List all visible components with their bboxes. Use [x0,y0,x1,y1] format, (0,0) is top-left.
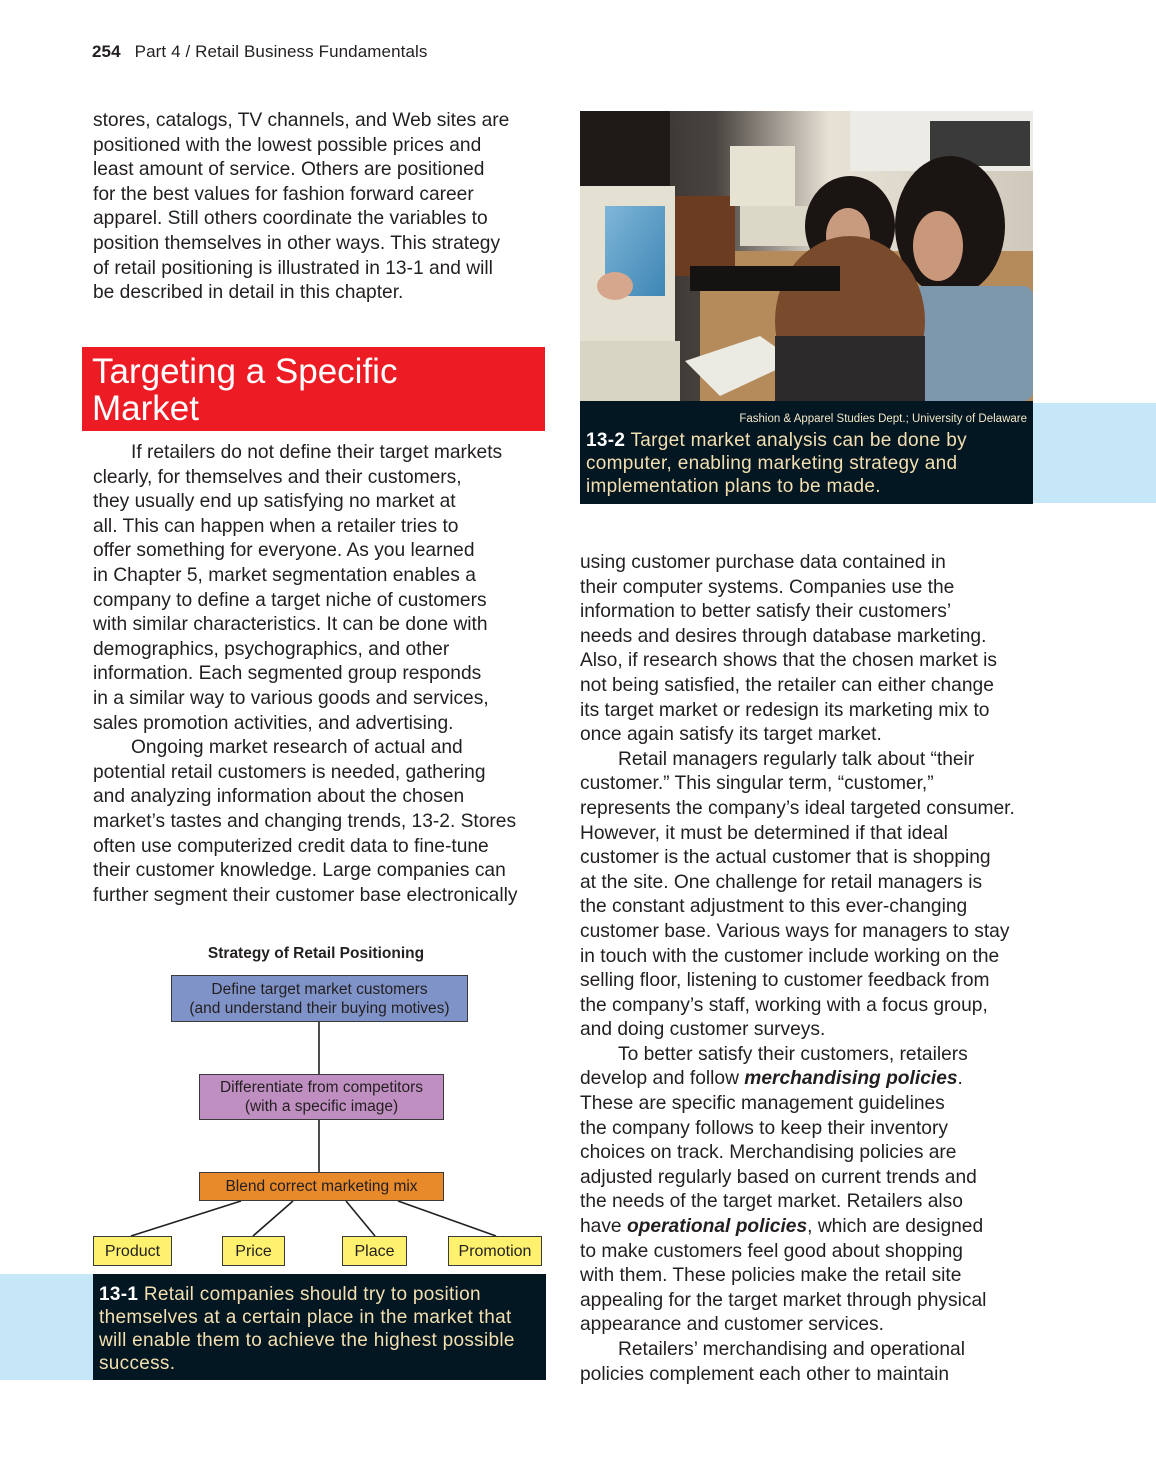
box-text: Define target market customers [211,980,428,998]
text-line: demographics, psychographics, and other [93,638,450,660]
text-line: company to define a target niche of customers [93,589,487,611]
box-text: Product [104,1242,161,1260]
text-line: for the best values for fashion forward career [93,183,474,205]
text-line: apparel. Still others coordinate the variables to [93,208,488,230]
box-text: Promotion [458,1242,532,1260]
running-head [92,42,428,62]
caption-text: Retail companies should try to position themselves at a certain place in the market that will enable them to achieve the highest possible success. [99,1284,515,1374]
text-line: information to better satisfy their customers’ [580,601,952,623]
text-line: appealing for the target market through physical [580,1289,987,1311]
text-span: develop and follow [580,1068,745,1090]
text-line: at the site. One challenge for retail managers is [580,871,983,893]
diagram-box-place [342,1236,407,1266]
text-line: the constant adjustment to this ever-changing [580,896,968,918]
section-heading [82,347,545,431]
box-text: Price [235,1242,272,1260]
text-line: in a similar way to various goods and services, [93,687,489,709]
text-line: in touch with the customer include working on the [580,945,1000,967]
text-line: Retail managers regularly talk about “their [618,748,975,770]
text-line: the needs of the target market. Retailers also [580,1191,963,1213]
text-line: the company follows to keep their inventory [580,1117,948,1139]
text-line: customer is the actual customer that is shopping [580,847,991,869]
text-line: potential retail customers is needed, gathering [93,761,486,783]
text-line: their customer knowledge. Large companies can [93,860,506,882]
page-number: 254 [92,42,121,61]
diagram-title: Strategy of Retail Positioning [207,945,425,962]
text-line: positioned with the lowest possible prices and [93,134,482,156]
text-line: and doing customer surveys. [580,1019,826,1041]
text-line: customer.” This singular term, “customer,” [580,773,934,795]
text-line: stores, catalogs, TV channels, and Web sites are [93,110,510,131]
text-line: and analyzing information about the chosen [93,786,465,808]
text-line: needs and desires through database marketing. [580,625,987,647]
text-line: choices on track. Merchandising policies are [580,1142,957,1164]
caption-accent-tab [0,1274,93,1380]
box-text: (and understand their buying motives) [189,999,450,1017]
left-body-paragraphs [93,441,553,908]
right-body-paragraphs [580,551,1040,1387]
text-line: adjusted regularly based on current trends and [580,1166,977,1188]
text-span: have [580,1216,627,1238]
text-line: be described in detail in this chapter. [93,282,404,304]
text-line [580,1215,1040,1240]
diagram-box-define-target-market [171,975,468,1022]
diagram-box-price [222,1236,285,1266]
box-text: Place [354,1242,395,1260]
text-line: often use computerized credit data to fine-tune [93,835,489,857]
section-heading-line: Targeting a Specific [92,352,398,391]
figure-13-2-photo [580,111,1033,401]
text-line: To better satisfy their customers, retailers [618,1043,968,1065]
photo-credit: Fashion & Apparel Studies Dept.; University of Delaware [739,413,1027,425]
text-line: using customer purchase data contained in [580,552,946,573]
figure-number: 13-1 [99,1284,139,1305]
box-text: Differentiate from competitors [219,1079,423,1096]
text-line: Ongoing market research of actual and [131,737,463,759]
text-span: , which are designed [807,1216,984,1238]
text-line: represents the company’s ideal targeted consumer. [580,797,1015,819]
text-line: not being satisfied, the retailer can either change [580,674,994,696]
text-line: with them. These policies make the retail site [580,1265,962,1287]
text-span: . [957,1068,963,1090]
box-text: (with a specific image) [244,1098,399,1115]
text-line: they usually end up satisfying no market at [93,491,456,513]
text-line: information. Each segmented group responds [93,663,482,685]
text-line: once again satisfy its target market. [580,724,882,746]
text-line: further segment their customer base electronically [93,884,518,906]
caption-accent-tab [1033,403,1156,503]
text-line [580,1067,1040,1092]
text-line: its target market or redesign its marketing mix to [580,699,990,721]
text-line: market’s tastes and changing trends, 13-2. Stores [93,810,517,832]
text-line: selling floor, listening to customer feedback from [580,970,990,992]
text-line: clearly, for themselves and their customers, [93,466,462,488]
text-line: with similar characteristics. It can be done with [93,614,488,636]
text-line: policies complement each other to maintain [580,1363,950,1385]
photo-illustration [580,111,1033,401]
figure-number: 13-2 [586,430,626,451]
diagram-box-blend-marketing-mix [199,1172,444,1201]
text-line: These are specific management guidelines [580,1093,945,1115]
text-line: of retail positioning is illustrated in 13-1 and will [93,257,493,279]
text-line: Also, if research shows that the chosen market is [580,650,997,672]
text-line: to make customers feel good about shopping [580,1240,963,1262]
diagram-box-differentiate [199,1074,444,1120]
text-line: If retailers do not define their target markets [131,442,503,463]
text-line: appearance and customer services. [580,1314,884,1336]
text-line: in Chapter 5, market segmentation enables a [93,564,476,586]
figure-13-2-caption [580,401,1033,504]
text-line: sales promotion activities, and advertising. [93,712,454,734]
diagram-box-promotion [448,1236,542,1266]
diagram-box-product [93,1236,172,1266]
running-title: Part 4 / Retail Business Fundamentals [134,42,428,61]
key-term-operational-policies: operational policies [626,1216,808,1238]
text-line: However, it must be determined if that ideal [580,822,948,844]
text-line: their computer systems. Companies use the [580,576,955,598]
text-line: Retailers’ merchandising and operational [618,1339,965,1360]
text-line: customer base. Various ways for managers to stay [580,920,1010,942]
key-term-merchandising-policies: merchandising policies [744,1068,958,1090]
figure-13-1-caption [93,1274,546,1380]
text-line: the company’s staff, working with a focus group, [580,994,988,1016]
text-line: offer something for everyone. As you learned [93,540,475,562]
box-text: Blend correct marketing mix [225,1178,418,1195]
text-line: all. This can happen when a retailer tries to [93,515,459,537]
section-heading-line: Market [92,389,199,428]
caption-text: Target market analysis can be done by computer, enabling marketing strategy and implementation plans to be made. [586,430,967,497]
text-line: least amount of service. Others are positioned [93,159,485,181]
text-line: position themselves in other ways. This strategy [93,232,501,254]
intro-paragraph [93,109,553,306]
